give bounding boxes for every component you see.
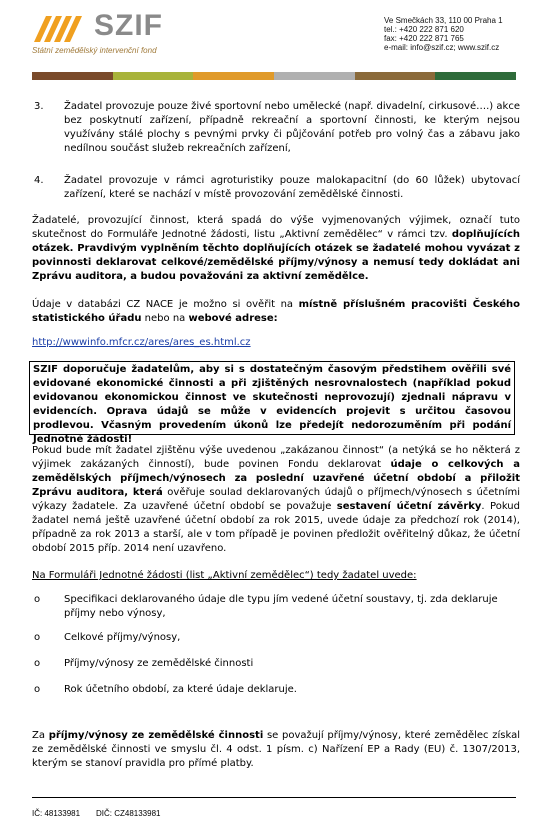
color-segment <box>193 72 274 80</box>
text-run: Žadatelé, provozující činnost, která spadá do výše vyjmenovaných výjimek, označí tuto skutečnost do Formuláře Jednotné žádosti, listu „Aktivní zemědělec“ v rámci tzv. <box>32 215 520 240</box>
text-run: ověřuje soulad deklarovaných údajů o příjmech/výnosech s účetními výkazy žadatele. Za uzavřené účetní období se považuje <box>32 487 520 512</box>
szif-logo <box>32 9 166 56</box>
address-line: Ve Smečkách 33, 110 00 Praha 1 <box>384 16 503 25</box>
footer-ic: IČ: 48133981 <box>32 809 81 818</box>
bullet-mark: o <box>34 594 41 605</box>
bullet-mark: o <box>34 632 41 643</box>
logo-name: SZIF <box>94 9 163 42</box>
text-run: Pokud bude mít žadatel zjištěnu výše uvedenou „zakázanou činnost“ (a netýká se ho některá z výjimek zakázaných činností), bude povinen Fondu deklarovat <box>32 445 520 470</box>
email-line: e-mail: info@szif.cz; www.szif.cz <box>384 43 500 52</box>
list-number: 3. <box>34 101 44 112</box>
bullet-text: Specifikaci deklarovaného údaje dle typu jím vedené účetní soustavy, tj. zda deklaruje příjmy nebo výnosy, <box>64 594 498 619</box>
footer-dic: DIČ: CZ48133981 <box>96 809 161 818</box>
bullet-mark: o <box>34 658 41 669</box>
fax-line: fax: +420 222 871 765 <box>384 34 464 43</box>
list-text: Žadatel provozuje pouze živé sportovní nebo umělecké (např. divadelní, cirkusové….) akce bez poskytnutí zařízení, případně rekreační a sportovní činnosti, ke kterým nejsou využívány stálé plochy s pevnými prvky či půjčování potřeb pro volný čas a zábavu jako nedílnou součást služeb rekreačních zařízení, <box>64 101 520 154</box>
logo-subtitle: Státní zemědělský intervenční fond <box>32 46 157 55</box>
text-run: . Pokud žadatel nemá ještě uzavřené účetní období za rok 2015, uvede údaje za předchozí rok (2014), případně za rok 2013 a starší, ale v tom případě je povinen předložit ověřitelný důkaz, že účetní období 2015 příp. 2014 není uzavřeno. <box>32 501 520 554</box>
text-run: Údaje v databázi CZ NACE je možno si ověřit na <box>32 299 299 310</box>
ares-link[interactable]: http://wwwinfo.mfcr.cz/ares/ares_es.html.cz <box>32 337 251 348</box>
contact-address <box>384 16 544 52</box>
paragraph-agri-income <box>32 729 520 771</box>
bullet-mark: o <box>34 684 41 695</box>
text-run-bold: příjmy/výnosy ze zemědělské činnosti <box>48 730 264 741</box>
paragraph-declaration <box>32 444 520 556</box>
list-text: Žadatel provozuje v rámci agroturistiky pouze malokapacitní (do 60 lůžek) ubytovací zařízení, které se nachází v místě provozování zemědělské činnosti. <box>64 175 520 200</box>
bullet-text: Celkové příjmy/výnosy, <box>64 632 181 643</box>
text-run-bold: webové adrese: <box>188 313 278 324</box>
text-run: se považují příjmy/výnosy, které zemědělec získal ze zemědělské činnosti ve smyslu čl. 4 odst. 1 písm. c) Nařízení EP a Rady (EU) č. 1307/2013, kterým se stanoví pravidla pro přímé platby. <box>32 730 520 769</box>
recommendation-box: SZIF doporučuje žadatelům, aby si s dostatečným časovým předstihem ověřili své evidované ekonomické činnosti a při zjištěných nesrovnalostech (například pokud evidovanou ekonomickou činnost ve skutečnosti neprovozují) zjednali nápravu v evidencích. Oprava údajů se může v evidencích projevit s určitou časovou prodlevou. Včasným provedením úkonů lze předejít nedorozuměním při podání Jednotné žádosti! <box>29 361 515 435</box>
color-segment <box>435 72 516 80</box>
footer-divider <box>32 797 516 798</box>
header-color-bar <box>32 72 516 80</box>
text-run-bold: sestavení účetní závěrky <box>336 501 482 512</box>
list-number: 4. <box>34 175 44 186</box>
szif-logo-icon <box>32 12 90 44</box>
text-run: nebo na <box>141 313 189 324</box>
phone-line: tel.: +420 222 871 620 <box>384 25 464 34</box>
text-run-bold: místně příslušném pracovišti Českého statistického úřadu <box>32 299 521 324</box>
form-heading: Na Formuláři Jednotné žádosti (list „Aktivní zemědělec“) tedy žadatel uvede: <box>32 570 417 581</box>
color-segment <box>32 72 113 80</box>
bullet-text: Příjmy/výnosy ze zemědělské činnosti <box>64 658 254 669</box>
color-segment <box>355 72 436 80</box>
text-run-bold: údaje o celkových a zemědělských příjmech/výnosech za poslední uzavřené účetní období a přiložit Zprávu auditora, která <box>32 459 520 498</box>
text-run-bold: doplňujících otázek. Pravdivým vyplněním těchto doplňujících otázek se žadatelé mohou vyvázat z povinnosti deklarovat celkové/zemědělské příjmy/výnosy a nemusí tedy dokládat ani Zprávu auditora, a budou považováni za aktivní zemědělce. <box>32 229 520 282</box>
color-segment <box>274 72 355 80</box>
paragraph-cz-nace <box>32 298 520 326</box>
bullet-text: Rok účetního období, za které údaje deklaruje. <box>64 684 297 695</box>
paragraph-exceptions <box>32 214 520 284</box>
text-run: Za <box>32 730 49 741</box>
color-segment <box>113 72 194 80</box>
